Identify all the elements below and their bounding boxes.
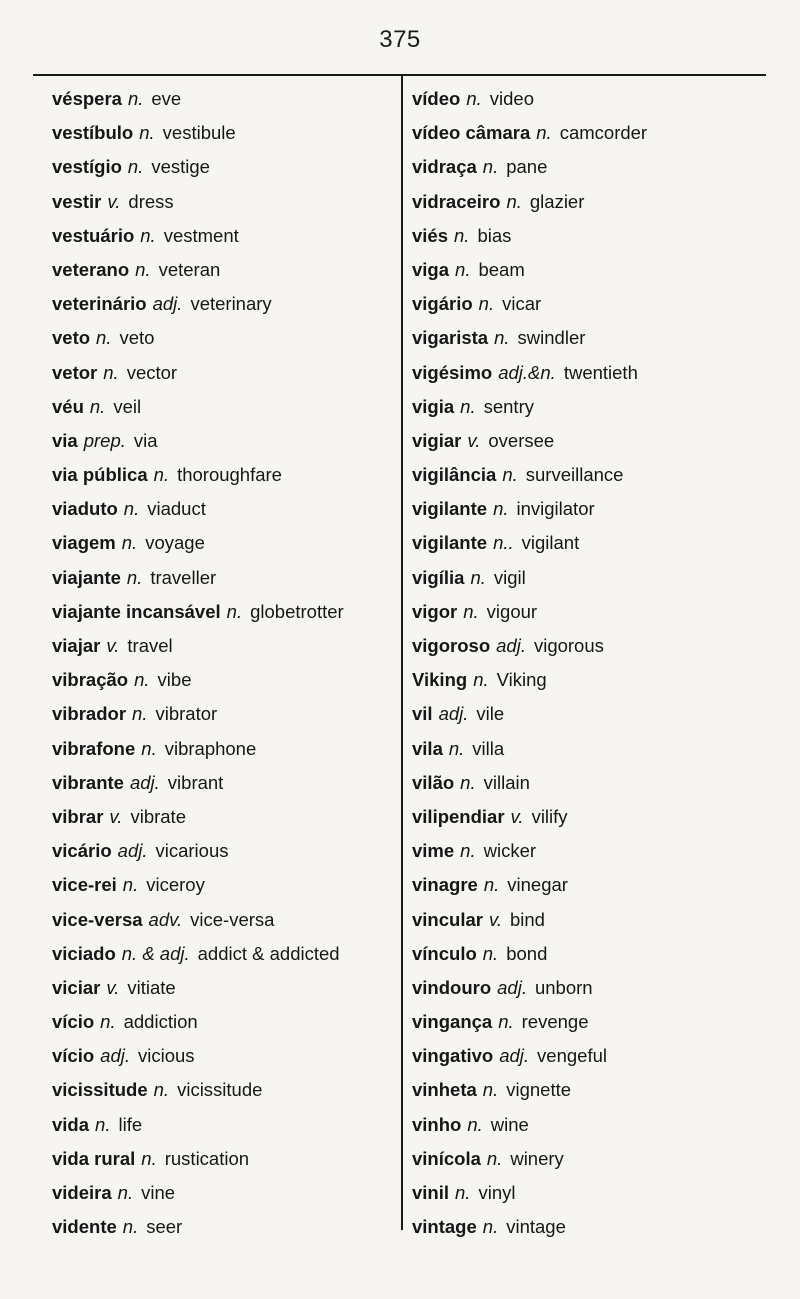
entry-translation: vilify xyxy=(531,805,568,827)
entry-translation: eve xyxy=(151,88,182,109)
dictionary-entry xyxy=(412,766,792,800)
entry-part-of-speech: n. xyxy=(455,1182,471,1203)
entry-part-of-speech: adj. xyxy=(438,703,469,725)
entry-part-of-speech: n. xyxy=(140,224,156,246)
entry-headword: vingativo xyxy=(412,1045,494,1067)
entry-part-of-speech: prep. xyxy=(83,429,126,451)
entry-part-of-speech: n. xyxy=(126,566,143,588)
entry-headword: vibrar xyxy=(52,805,104,827)
entry-headword: vício xyxy=(52,1011,95,1033)
entry-headword: vice-rei xyxy=(52,874,117,896)
entry-headword: vigésimo xyxy=(412,361,493,383)
dictionary-entry xyxy=(52,1142,397,1176)
entry-part-of-speech: adj.&n. xyxy=(498,361,556,383)
entry-headword: vigilante xyxy=(412,498,488,520)
dictionary-entry xyxy=(52,253,397,287)
entry-part-of-speech: n. xyxy=(478,293,495,315)
entry-headword: viaduto xyxy=(52,498,118,520)
entry-headword: vidraça xyxy=(412,156,477,178)
entry-headword: Viking xyxy=(412,669,468,691)
dictionary-entry xyxy=(412,903,792,937)
dictionary-entry xyxy=(412,526,792,560)
entry-headword: vicário xyxy=(52,840,112,862)
entry-headword: vício xyxy=(52,1045,95,1067)
entry-translation: twentieth xyxy=(563,361,638,383)
entry-headword: videira xyxy=(52,1182,112,1203)
entry-headword: vibração xyxy=(52,669,129,691)
entry-translation: vestment xyxy=(163,224,239,246)
entry-part-of-speech: v. xyxy=(109,805,123,827)
entry-translation: beam xyxy=(478,258,525,280)
entry-part-of-speech: n. xyxy=(463,600,479,622)
dictionary-entry xyxy=(52,116,397,150)
dictionary-entry xyxy=(52,219,397,253)
entry-part-of-speech: n. xyxy=(153,1079,170,1101)
entry-translation: traveller xyxy=(150,566,217,588)
entry-headword: viajante xyxy=(52,566,121,588)
dictionary-entry xyxy=(412,1039,792,1073)
entry-part-of-speech: n. xyxy=(482,1216,499,1238)
entry-part-of-speech: n. xyxy=(460,395,476,417)
dictionary-entry xyxy=(52,1005,397,1039)
dictionary-entry xyxy=(412,424,792,458)
dictionary-entry xyxy=(52,1108,397,1142)
dictionary-entry xyxy=(412,561,792,595)
dictionary-entry xyxy=(412,629,792,663)
entry-translation: wine xyxy=(490,1113,529,1135)
entry-translation: villain xyxy=(483,771,530,793)
entry-part-of-speech: adj. xyxy=(497,976,527,998)
entry-part-of-speech: n. xyxy=(141,1147,157,1169)
entry-part-of-speech: n. xyxy=(470,566,486,588)
entry-headword: vinagre xyxy=(412,874,478,896)
entry-headword: vilipendiar xyxy=(412,805,505,827)
dictionary-entry xyxy=(412,458,792,492)
entry-part-of-speech: n. xyxy=(493,498,509,520)
entry-translation: veil xyxy=(113,395,142,417)
dictionary-entry xyxy=(412,868,792,902)
dictionary-entry xyxy=(412,321,792,355)
entry-headword: vinícola xyxy=(412,1147,481,1169)
entry-translation: vector xyxy=(126,361,178,383)
entry-translation: vestige xyxy=(151,156,210,178)
entry-part-of-speech: n. xyxy=(135,258,151,280)
entry-part-of-speech: v. xyxy=(107,190,121,212)
dictionary-entry xyxy=(52,492,397,526)
entry-part-of-speech: n. xyxy=(121,532,138,554)
dictionary-entry xyxy=(52,629,397,663)
entry-part-of-speech: n.. xyxy=(493,532,514,554)
entry-headword: vida rural xyxy=(52,1147,136,1169)
top-rule xyxy=(33,74,766,76)
entry-part-of-speech: n. xyxy=(454,224,470,246)
entry-translation: vine xyxy=(141,1182,176,1203)
dictionary-entry xyxy=(52,732,397,766)
entry-translation: vinegar xyxy=(507,874,568,896)
entry-part-of-speech: adv. xyxy=(148,908,183,930)
entry-translation: villa xyxy=(472,737,505,759)
dictionary-entry xyxy=(52,561,397,595)
dictionary-entry xyxy=(52,82,397,116)
entry-part-of-speech: v. xyxy=(467,429,481,451)
entry-part-of-speech: n. xyxy=(139,122,155,144)
entry-translation: revenge xyxy=(521,1011,589,1033)
entry-translation: vibrant xyxy=(167,771,224,793)
entry-translation: vestibule xyxy=(162,122,236,144)
entry-headword: vida xyxy=(52,1113,90,1135)
entry-part-of-speech: n. xyxy=(498,1011,514,1033)
entry-headword: via xyxy=(52,429,78,451)
dictionary-entry xyxy=(412,1176,792,1210)
entry-headword: veto xyxy=(52,327,91,349)
entry-headword: vigia xyxy=(412,395,455,417)
entry-translation: pane xyxy=(506,156,548,178)
entry-headword: vestir xyxy=(52,190,102,212)
entry-translation: bias xyxy=(477,224,512,246)
dictionary-entry xyxy=(412,1108,792,1142)
dictionary-entry xyxy=(412,1142,792,1176)
entry-part-of-speech: n. & adj. xyxy=(121,942,190,964)
entry-headword: véspera xyxy=(52,88,122,109)
entry-translation: voyage xyxy=(145,532,205,554)
entry-translation: vice-versa xyxy=(190,908,275,930)
dictionary-entry xyxy=(52,185,397,219)
dictionary-entry xyxy=(412,1073,792,1107)
entry-headword: vinheta xyxy=(412,1079,477,1101)
dictionary-entry xyxy=(412,356,792,390)
entry-translation: wicker xyxy=(483,840,537,862)
entry-part-of-speech: n. xyxy=(123,498,140,520)
entry-translation: unborn xyxy=(534,976,593,998)
entry-part-of-speech: n. xyxy=(117,1182,134,1203)
entry-part-of-speech: n. xyxy=(122,874,139,896)
dictionary-entry xyxy=(412,185,792,219)
entry-headword: veterano xyxy=(52,258,130,280)
entry-translation: vibrate xyxy=(130,805,186,827)
entry-headword: vinil xyxy=(412,1182,450,1203)
dictionary-entry xyxy=(52,150,397,184)
entry-translation: bind xyxy=(509,908,545,930)
entry-translation: vitiate xyxy=(127,976,176,998)
entry-translation: vibraphone xyxy=(164,737,257,759)
dictionary-entry xyxy=(52,800,397,834)
entry-translation: bond xyxy=(506,942,548,964)
entry-translation: vicarious xyxy=(155,840,229,862)
entry-part-of-speech: n. xyxy=(506,190,522,212)
entry-translation: vicar xyxy=(502,293,542,315)
right-column xyxy=(412,82,792,1244)
entry-headword: vínculo xyxy=(412,942,477,964)
entry-headword: viga xyxy=(412,258,450,280)
entry-translation: vibrator xyxy=(155,703,218,725)
entry-part-of-speech: adj. xyxy=(117,840,148,862)
entry-headword: vingança xyxy=(412,1011,493,1033)
entry-translation: seer xyxy=(146,1216,183,1238)
entry-translation: thoroughfare xyxy=(177,464,282,486)
entry-translation: vignette xyxy=(506,1079,572,1101)
entry-part-of-speech: n. xyxy=(502,464,518,486)
entry-headword: vigilância xyxy=(412,464,497,486)
entry-part-of-speech: n. xyxy=(536,122,552,144)
entry-headword: vicissitude xyxy=(52,1079,148,1101)
entry-translation: vinyl xyxy=(478,1182,516,1203)
entry-translation: vile xyxy=(476,703,505,725)
entry-headword: vibrante xyxy=(52,771,124,793)
entry-part-of-speech: v. xyxy=(510,805,524,827)
entry-headword: vibrador xyxy=(52,703,127,725)
entry-part-of-speech: n. xyxy=(455,258,471,280)
dictionary-entry xyxy=(52,697,397,731)
entry-translation: viceroy xyxy=(146,874,205,896)
entry-part-of-speech: n. xyxy=(122,1216,139,1238)
entry-part-of-speech: n. xyxy=(89,395,106,417)
entry-translation: vintage xyxy=(506,1216,566,1238)
entry-headword: vime xyxy=(412,840,455,862)
entry-translation: vengeful xyxy=(537,1045,607,1067)
entry-part-of-speech: n. xyxy=(141,737,157,759)
dictionary-entry xyxy=(412,834,792,868)
entry-translation: life xyxy=(118,1113,143,1135)
dictionary-entry xyxy=(52,937,397,971)
entry-headword: vídeo xyxy=(412,88,461,109)
entry-headword: vice-versa xyxy=(52,908,143,930)
entry-translation: veteran xyxy=(158,258,221,280)
entry-part-of-speech: n. xyxy=(134,669,150,691)
entry-part-of-speech: n. xyxy=(226,600,243,622)
entry-headword: véu xyxy=(52,395,84,417)
entry-part-of-speech: n. xyxy=(460,840,476,862)
entry-headword: vigoroso xyxy=(412,635,491,656)
dictionary-entry xyxy=(52,526,397,560)
entry-translation: Viking xyxy=(496,669,547,691)
dictionary-entry xyxy=(412,287,792,321)
entry-headword: veterinário xyxy=(52,293,147,315)
entry-headword: viajar xyxy=(52,635,101,656)
left-column xyxy=(52,82,397,1244)
dictionary-entry xyxy=(52,868,397,902)
entry-part-of-speech: n. xyxy=(482,156,499,178)
column-divider xyxy=(401,75,403,1230)
entry-headword: vibrafone xyxy=(52,737,136,759)
entry-translation: camcorder xyxy=(559,122,648,144)
dictionary-entry xyxy=(412,253,792,287)
dictionary-entry xyxy=(412,150,792,184)
entry-part-of-speech: n. xyxy=(460,771,476,793)
entry-part-of-speech: v. xyxy=(488,908,502,930)
entry-translation: via xyxy=(133,429,158,451)
entry-part-of-speech: n. xyxy=(95,1113,111,1135)
entry-headword: vintage xyxy=(412,1216,477,1238)
entry-part-of-speech: n. xyxy=(153,464,170,486)
entry-translation: glazier xyxy=(529,190,585,212)
entry-part-of-speech: n. xyxy=(466,88,482,109)
entry-part-of-speech: n. xyxy=(494,327,510,349)
entry-headword: vigário xyxy=(412,293,473,315)
entry-translation: globetrotter xyxy=(250,600,344,622)
entry-part-of-speech: adj. xyxy=(499,1045,530,1067)
entry-part-of-speech: n. xyxy=(483,874,500,896)
dictionary-entry xyxy=(52,766,397,800)
entry-translation: travel xyxy=(127,635,173,656)
entry-headword: vilão xyxy=(412,771,455,793)
entry-headword: vidraceiro xyxy=(412,190,501,212)
entry-headword: vil xyxy=(412,703,433,725)
entry-translation: vigilant xyxy=(521,532,580,554)
dictionary-entry xyxy=(412,116,792,150)
entry-headword: vigília xyxy=(412,566,465,588)
dictionary-entry xyxy=(412,697,792,731)
entry-translation: dress xyxy=(128,190,174,212)
dictionary-entry xyxy=(52,663,397,697)
dictionary-entry xyxy=(52,903,397,937)
entry-part-of-speech: n. xyxy=(96,327,112,349)
dictionary-entry xyxy=(412,971,792,1005)
entry-translation: addiction xyxy=(123,1011,198,1033)
entry-part-of-speech: n. xyxy=(448,737,465,759)
entry-translation: viaduct xyxy=(147,498,206,520)
entry-headword: vídeo câmara xyxy=(412,122,531,144)
dictionary-entry xyxy=(52,1210,397,1244)
entry-translation: addict & addicted xyxy=(197,942,340,964)
dictionary-entry xyxy=(412,732,792,766)
entry-part-of-speech: n. xyxy=(482,942,499,964)
dictionary-entry xyxy=(52,356,397,390)
entry-translation: vicissitude xyxy=(177,1079,263,1101)
entry-headword: viciado xyxy=(52,942,116,964)
entry-part-of-speech: adj. xyxy=(129,771,160,793)
entry-part-of-speech: n. xyxy=(486,1147,503,1169)
entry-headword: viagem xyxy=(52,532,116,554)
entry-translation: winery xyxy=(510,1147,564,1169)
entry-part-of-speech: v. xyxy=(106,635,120,656)
entry-part-of-speech: n. xyxy=(100,1011,116,1033)
entry-translation: surveillance xyxy=(525,464,624,486)
entry-headword: vindouro xyxy=(412,976,492,998)
dictionary-entry xyxy=(52,1176,397,1210)
entry-headword: vidente xyxy=(52,1216,117,1238)
entry-translation: vicious xyxy=(138,1045,195,1067)
entry-part-of-speech: n. xyxy=(473,669,489,691)
entry-headword: vigiar xyxy=(412,429,462,451)
entry-headword: viés xyxy=(412,224,449,246)
entry-headword: vila xyxy=(412,737,443,759)
dictionary-entry xyxy=(52,287,397,321)
dictionary-entry xyxy=(412,492,792,526)
entry-headword: vigor xyxy=(412,600,458,622)
entry-headword: vinho xyxy=(412,1113,462,1135)
entry-part-of-speech: n. xyxy=(467,1113,483,1135)
dictionary-entry xyxy=(52,321,397,355)
page-number: 375 xyxy=(379,26,421,53)
entry-part-of-speech: n. xyxy=(127,88,144,109)
entry-headword: vestuário xyxy=(52,224,135,246)
dictionary-entry xyxy=(52,1039,397,1073)
entry-headword: viciar xyxy=(52,976,101,998)
entry-translation: vibe xyxy=(157,669,192,691)
entry-headword: vestíbulo xyxy=(52,122,134,144)
dictionary-entry xyxy=(412,82,792,116)
entry-translation: invigilator xyxy=(516,498,595,520)
dictionary-entry xyxy=(412,390,792,424)
dictionary-entry xyxy=(52,390,397,424)
entry-translation: veto xyxy=(119,327,155,349)
entry-headword: via pública xyxy=(52,464,148,486)
entry-headword: vigarista xyxy=(412,327,489,349)
entry-headword: vetor xyxy=(52,361,98,383)
dictionary-entry xyxy=(52,971,397,1005)
entry-headword: vestígio xyxy=(52,156,122,178)
dictionary-entry xyxy=(412,663,792,697)
entry-translation: oversee xyxy=(488,429,555,451)
entry-headword: vigilante xyxy=(412,532,488,554)
dictionary-entry xyxy=(52,595,397,629)
dictionary-entry xyxy=(412,219,792,253)
dictionary-entry xyxy=(412,1210,792,1244)
entry-translation: swindler xyxy=(517,327,586,349)
dictionary-entry xyxy=(52,458,397,492)
entry-headword: viajante incansável xyxy=(52,600,221,622)
entry-part-of-speech: adj. xyxy=(100,1045,130,1067)
dictionary-entry xyxy=(412,1005,792,1039)
entry-translation: video xyxy=(489,88,534,109)
dictionary-entry xyxy=(412,937,792,971)
entry-translation: rustication xyxy=(164,1147,250,1169)
entry-part-of-speech: n. xyxy=(103,361,119,383)
entry-translation: sentry xyxy=(483,395,534,417)
dictionary-entry xyxy=(52,834,397,868)
entry-part-of-speech: adj. xyxy=(152,293,183,315)
dictionary-entry xyxy=(52,424,397,458)
entry-translation: vigil xyxy=(493,566,526,588)
entry-translation: veterinary xyxy=(190,293,272,315)
dictionary-entry xyxy=(412,595,792,629)
entry-part-of-speech: n. xyxy=(482,1079,499,1101)
entry-translation: vigorous xyxy=(533,635,604,656)
entry-part-of-speech: n. xyxy=(127,156,144,178)
dictionary-entry xyxy=(52,1073,397,1107)
entry-part-of-speech: v. xyxy=(106,976,120,998)
entry-headword: vincular xyxy=(412,908,483,930)
entry-part-of-speech: adj. xyxy=(496,635,526,656)
entry-part-of-speech: n. xyxy=(132,703,148,725)
entry-translation: vigour xyxy=(486,600,538,622)
dictionary-entry xyxy=(412,800,792,834)
